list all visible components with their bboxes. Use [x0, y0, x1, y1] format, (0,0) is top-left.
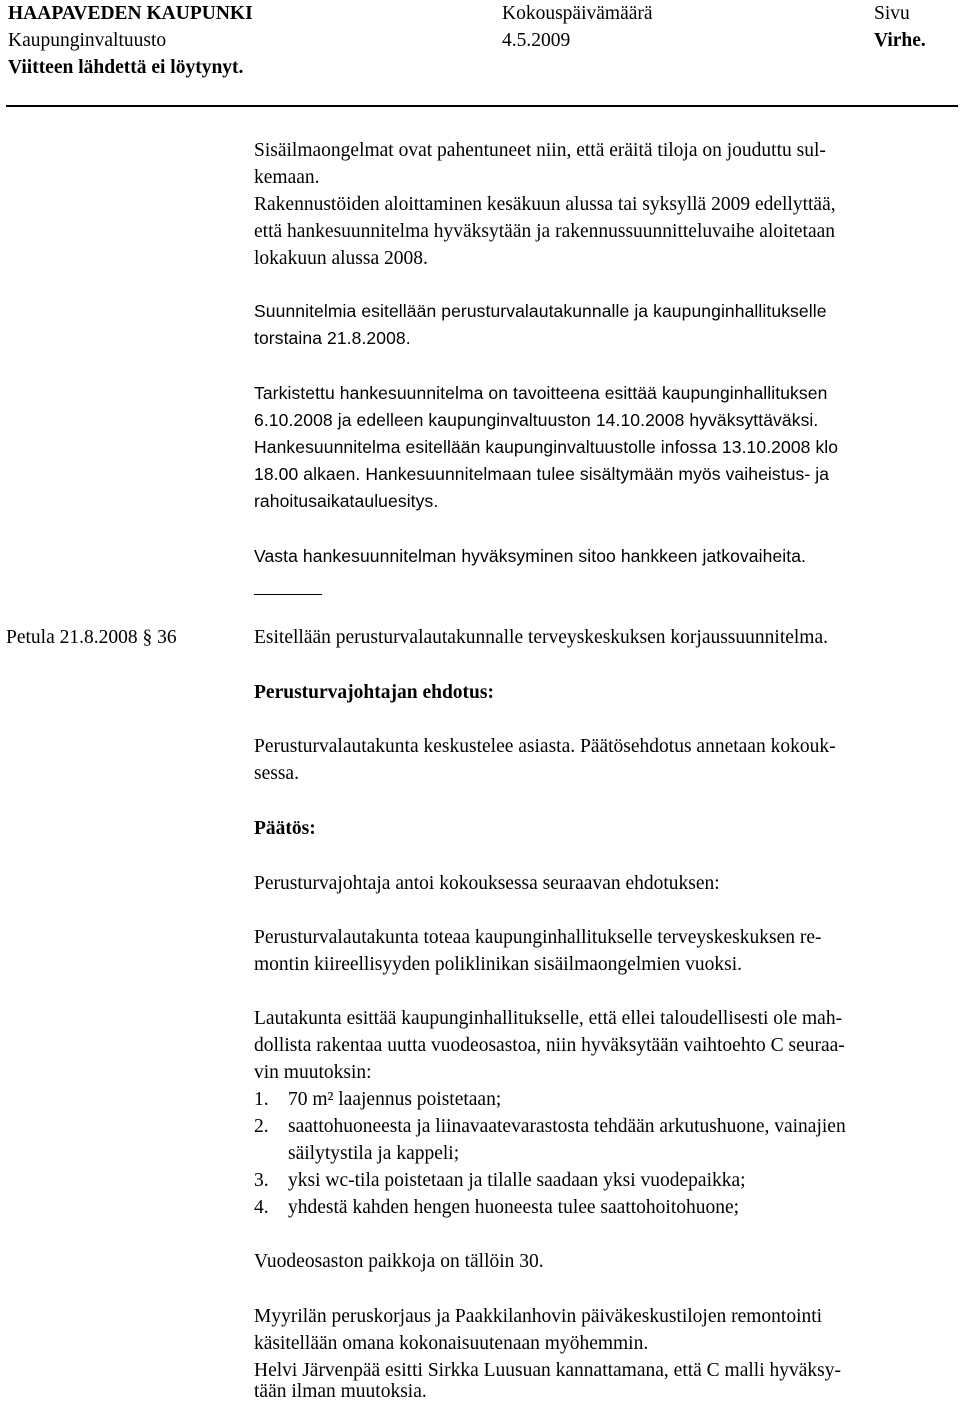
- separator-rule: [254, 594, 322, 595]
- document-header: [8, 0, 958, 81]
- paragraph-line: montin kiireellisyyden poliklinikan sisäilmaongelmien vuoksi.: [254, 954, 742, 975]
- paragraph-line: Lautakunta esittää kaupunginhallitukselle, että ellei taloudellisesti ole mah-: [254, 1008, 843, 1029]
- decision-heading: Päätös:: [254, 818, 316, 839]
- paragraph-line: Perusturvajohtaja antoi kokouksessa seuraavan ehdotuksen:: [254, 873, 720, 894]
- header-row-3: [8, 54, 958, 81]
- header-divider: [6, 105, 958, 107]
- list-number: 2.: [254, 1116, 269, 1137]
- page-label: Sivu: [874, 3, 910, 24]
- paragraph-line: torstaina 21.8.2008.: [254, 328, 411, 348]
- paragraph-line: sessa.: [254, 763, 299, 784]
- paragraph-line: Perusturvalautakunta keskustelee asiasta. Päätösehdotus annetaan kokouk-: [254, 736, 836, 757]
- list-number: 4.: [254, 1197, 269, 1218]
- paragraph-line: Myyrilän peruskorjaus ja Paakkilanhovin päiväkeskustilojen remontointi: [254, 1306, 823, 1327]
- body-name: Kaupunginvaltuusto: [8, 30, 167, 51]
- paragraph-line: Vuodeosaston paikkoja on tällöin 30.: [254, 1251, 544, 1272]
- list-item: 70 m² laajennus poistetaan;: [288, 1089, 502, 1110]
- paragraph-line: kemaan.: [254, 167, 320, 188]
- list-item: yhdestä kahden hengen huoneesta tulee saattohoitohuone;: [288, 1197, 740, 1218]
- paragraph-line: 18.00 alkaen. Hankesuunnitelmaan tulee sisältymään myös vaiheistus- ja: [254, 464, 830, 484]
- proposal-heading: Perusturvajohtajan ehdotus:: [254, 682, 494, 703]
- header-row-2: [8, 27, 958, 54]
- paragraph-line: 6.10.2008 ja edelleen kaupunginvaltuuston 14.10.2008 hyväksyttäväksi.: [254, 410, 819, 430]
- paragraph-line: Rakennustöiden aloittaminen kesäkuun alussa tai syksyllä 2009 edellyttää,: [254, 194, 836, 215]
- paragraph-line: käsitellään omana kokonaisuutenaan myöhemmin.: [254, 1333, 649, 1354]
- section-reference: Petula 21.8.2008 § 36: [6, 627, 177, 648]
- paragraph-line: Suunnitelmia esitellään perusturvalautakunnalle ja kaupunginhallitukselle: [254, 301, 827, 321]
- list-number: 1.: [254, 1089, 269, 1110]
- paragraph-line: Helvi Järvenpää esitti Sirkka Luusuan kannattamana, että C malli hyväksy-: [254, 1360, 841, 1381]
- paragraph-line: dollista rakentaa uutta vuodeosastoa, niin hyväksytään vaihtoehto C seuraa-: [254, 1035, 845, 1056]
- paragraph-line: rahoitusaikatauluesitys.: [254, 491, 439, 511]
- page-value: Virhe.: [874, 30, 926, 51]
- paragraph-line: lokakuun alussa 2008.: [254, 248, 428, 269]
- header-row-1: [8, 0, 958, 27]
- list-item: saattohuoneesta ja liinavaatevarastosta tehdään arkutushuone, vainajien: [288, 1116, 846, 1137]
- paragraph-line: Hankesuunnitelma esitellään kaupunginvaltuustolle infossa 13.10.2008 klo: [254, 437, 839, 457]
- paragraph-line: Tarkistettu hankesuunnitelma on tavoitteena esittää kaupunginhallituksen: [254, 383, 828, 403]
- reference-error: Viitteen lähdettä ei löytynyt.: [8, 57, 244, 78]
- meeting-date-label: Kokouspäivämäärä: [502, 3, 653, 24]
- paragraph-line: Sisäilmaongelmat ovat pahentuneet niin, että eräitä tiloja on jouduttu sul-: [254, 140, 826, 161]
- paragraph-line: Perusturvalautakunta toteaa kaupunginhallitukselle terveyskeskuksen re-: [254, 927, 822, 948]
- list-item: säilytystila ja kappeli;: [288, 1143, 460, 1164]
- paragraph-line: tään ilman muutoksia.: [254, 1381, 427, 1402]
- list-item: yksi wc-tila poistetaan ja tilalle saadaan yksi vuodepaikka;: [288, 1170, 746, 1191]
- section-intro: Esitellään perusturvalautakunnalle terveyskeskuksen korjaussuunnitelma.: [254, 627, 829, 648]
- meeting-date: 4.5.2009: [502, 30, 571, 51]
- paragraph-line: Vasta hankesuunnitelman hyväksyminen sitoo hankkeen jatkovaiheita.: [254, 546, 807, 566]
- paragraph-line: vin muutoksin:: [254, 1062, 372, 1083]
- org-name: HAAPAVEDEN KAUPUNKI: [8, 3, 253, 24]
- list-number: 3.: [254, 1170, 269, 1191]
- paragraph-line: että hankesuunnitelma hyväksytään ja rakennussuunnitteluvaihe aloitetaan: [254, 221, 836, 242]
